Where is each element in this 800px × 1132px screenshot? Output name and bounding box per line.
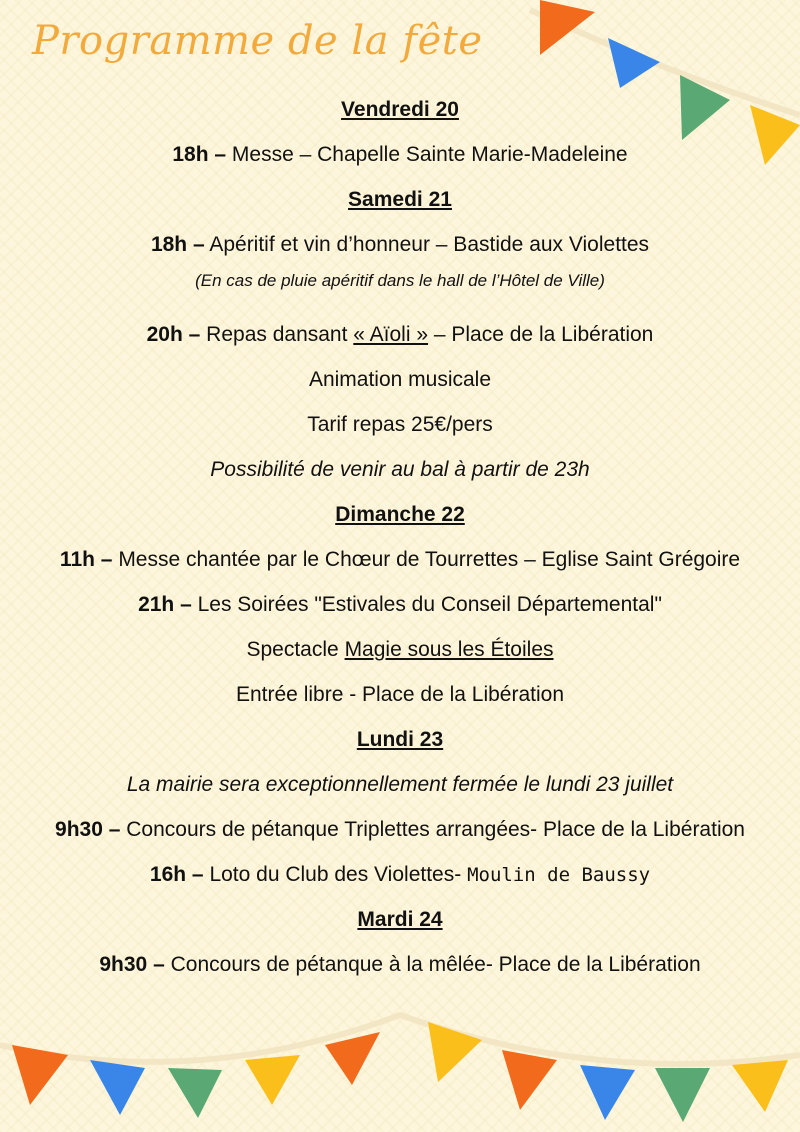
music-line: Animation musicale: [308, 368, 492, 391]
event-text: Apéritif et vin d’honneur – Bastide aux Violettes: [209, 233, 650, 256]
event-time: 18h –: [150, 233, 205, 256]
pennant-orange: [12, 1045, 68, 1105]
page-title: Programme de la fête: [32, 18, 483, 64]
event-sunday-mass: [0, 545, 800, 575]
event-text: Repas dansant: [206, 323, 348, 346]
entry-line: Entrée libre - Place de la Libération: [235, 683, 565, 706]
event-time: 21h –: [138, 593, 192, 616]
event-saturday-aperitif: [0, 230, 800, 260]
event-tuesday-petanque: [0, 950, 800, 980]
event-text: Les Soirées "Estivales du Conseil Départemental": [197, 593, 662, 616]
pennant-blue: [90, 1060, 145, 1115]
price-line: Tarif repas 25€/pers: [307, 413, 493, 436]
show-title: Magie sous les Étoiles: [344, 638, 554, 661]
pennant-green: [655, 1068, 710, 1122]
pennant-orange: [325, 1032, 380, 1085]
event-text: Loto du Club des Violettes-: [209, 863, 462, 886]
pennant-blue: [580, 1065, 635, 1120]
event-text: Messe chantée par le Chœur de Tourrettes – Eglise Saint Grégoire: [118, 548, 741, 571]
event-time: 16h –: [149, 863, 204, 886]
pennant-blue: [608, 38, 660, 88]
event-monday-loto: [0, 860, 800, 890]
event-sunday-soirees: [0, 590, 800, 620]
event-place: Moulin de Baussy: [467, 864, 651, 886]
mairie-notice: La mairie sera exceptionnellement fermée le lundi 23 juillet: [126, 773, 674, 796]
pennant-orange: [540, 0, 595, 55]
pennant-yellow: [732, 1060, 788, 1112]
event-time: 9h30 –: [55, 818, 121, 841]
ball-line: Possibilité de venir au bal à partir de 23h: [210, 458, 590, 481]
event-time: 11h –: [59, 548, 113, 571]
bunting-bottom: [0, 1010, 800, 1132]
pennant-yellow: [245, 1055, 300, 1105]
pennant-yellow: [428, 1022, 482, 1082]
event-time: 20h –: [146, 323, 201, 346]
event-time: 9h30 –: [99, 953, 165, 976]
event-saturday-dinner: [0, 320, 800, 350]
event-text: Messe – Chapelle Sainte Marie-Madeleine: [231, 143, 628, 166]
event-place: – Place de la Libération: [433, 323, 654, 346]
pennant-orange: [502, 1050, 557, 1110]
day-heading-monday: Lundi 23: [356, 728, 444, 751]
pennant-green: [168, 1068, 222, 1118]
day-heading-sunday: Dimanche 22: [335, 503, 465, 526]
show-line: [0, 635, 800, 665]
event-monday-petanque: [0, 815, 800, 845]
rain-note: (En cas de pluie apéritif dans le hall de l’Hôtel de Ville): [195, 271, 605, 290]
aioli-highlight: « Aïoli »: [353, 323, 429, 346]
day-heading-saturday: Samedi 21: [348, 188, 452, 211]
event-friday-mass: [0, 140, 800, 170]
day-heading-friday: Vendredi 20: [341, 98, 459, 121]
event-text: Concours de pétanque à la mêlée- Place de la Libération: [170, 953, 701, 976]
event-time: 18h –: [172, 143, 227, 166]
show-prefix: Spectacle: [246, 638, 339, 661]
day-heading-tuesday: Mardi 24: [357, 908, 443, 931]
event-text: Concours de pétanque Triplettes arrangées- Place de la Libération: [126, 818, 745, 841]
